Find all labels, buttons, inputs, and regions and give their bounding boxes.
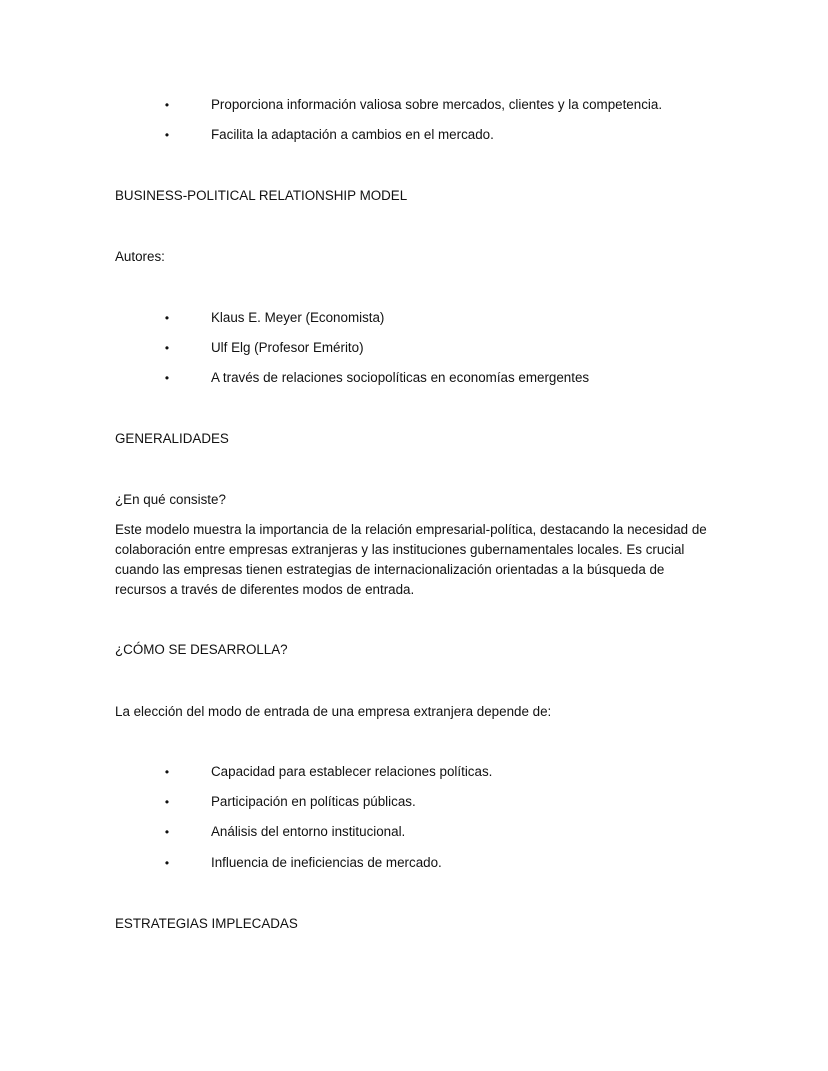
list-item-text: Proporciona información valiosa sobre mercados, clientes y la competencia.	[211, 97, 663, 112]
bullet-dot: •	[164, 311, 170, 325]
list-item	[160, 338, 748, 358]
bullet-dot: •	[164, 825, 170, 839]
bullet-dot: •	[164, 795, 170, 809]
bullet-dot: •	[164, 98, 170, 112]
bullet-dot: •	[164, 371, 170, 385]
model-title: BUSINESS-POLITICAL RELATIONSHIP MODEL	[115, 188, 408, 203]
list-item-text: Participación en políticas públicas.	[211, 794, 416, 809]
list-item-text: Klaus E. Meyer (Economista)	[211, 310, 385, 325]
list-item	[160, 368, 748, 388]
list-item-text: A través de relaciones sociopolíticas en economías emergentes	[211, 370, 590, 385]
list-item-text: Análisis del entorno institucional.	[211, 824, 406, 839]
bullet-dot: •	[164, 128, 170, 142]
list-item	[160, 125, 748, 145]
list-item	[160, 762, 748, 782]
generalidades-heading: GENERALIDADES	[115, 431, 229, 446]
desarrolla-heading: ¿CÓMO SE DESARROLLA?	[115, 642, 288, 657]
list-item-text: Facilita la adaptación a cambios en el mercado.	[211, 127, 494, 142]
list-item	[160, 95, 748, 115]
bullet-dot: •	[164, 765, 170, 779]
description-paragraph: Este modelo muestra la importancia de la relación empresarial-política, destacando la necesidad de colaboración entre empresas extranjeras y las instituciones gubernamentales locales. Es crucial cuando las empresas tienen estrategias de internacionalización orientadas a la búsqueda de recursos a través de diferentes modos de entrada.	[115, 522, 707, 597]
list-item-text: Influencia de ineficiencias de mercado.	[211, 855, 442, 870]
list-item	[160, 822, 748, 842]
bullet-dot: •	[164, 856, 170, 870]
list-item-text: Ulf Elg (Profesor Emérito)	[211, 340, 364, 355]
list-item-text: Capacidad para establecer relaciones políticas.	[211, 764, 493, 779]
list-item	[160, 853, 748, 873]
bullet-dot: •	[164, 341, 170, 355]
question-heading: ¿En qué consiste?	[115, 492, 226, 507]
estrategias-heading: ESTRATEGIAS IMPLECADAS	[115, 916, 298, 931]
eleccion-intro: La elección del modo de entrada de una empresa extranjera depende de:	[115, 704, 552, 719]
list-item	[160, 308, 748, 328]
autores-label: Autores:	[115, 249, 165, 264]
list-item	[160, 792, 748, 812]
